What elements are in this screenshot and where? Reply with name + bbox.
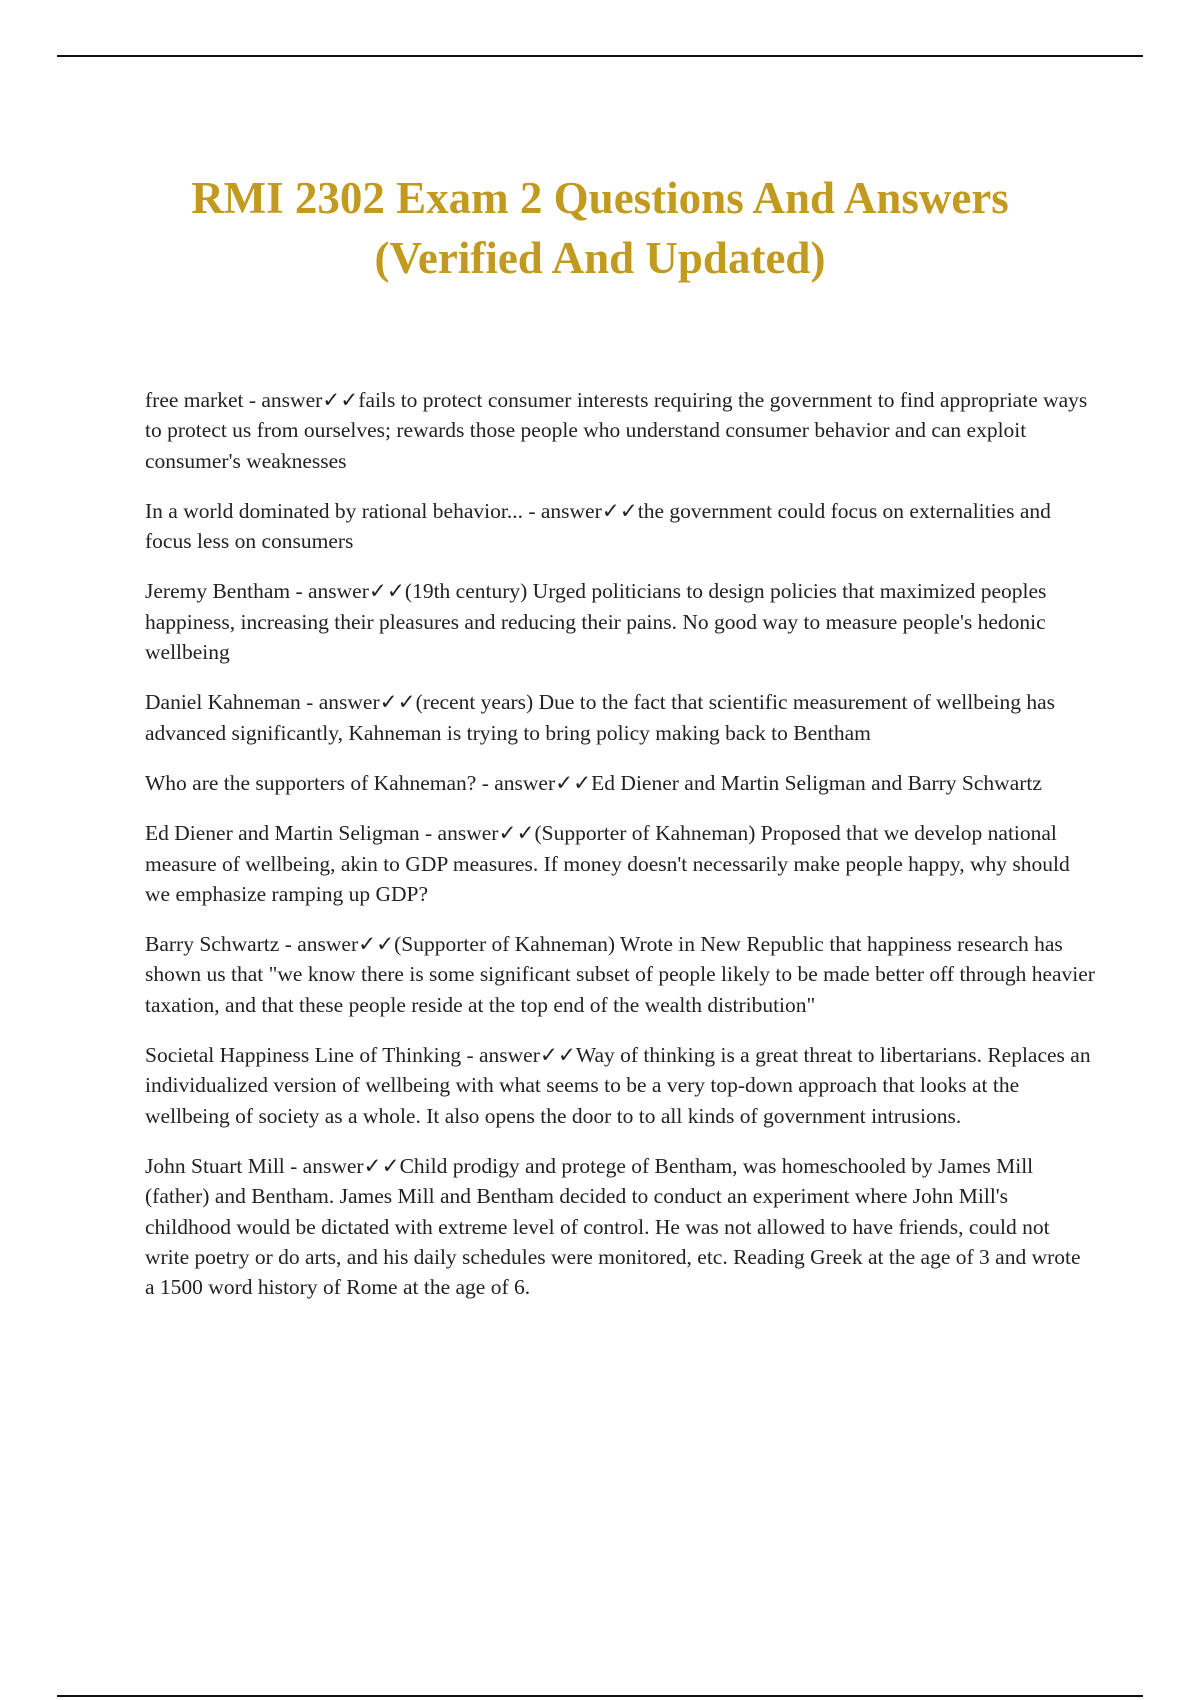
document-title <box>0 168 1200 288</box>
document-title-line-1: RMI 2302 Exam 2 Questions And Answers <box>191 173 1009 223</box>
qa-item-societal-happiness: Societal Happiness Line of Thinking - answer✓✓Way of thinking is a great threat to libertarians. Replaces an individualized version of wellbeing with what seems to be a very top-down approach that looks at the wellbeing of society as a whole. It also opens the door to to all kinds of government intrusions. <box>145 1043 1091 1128</box>
qa-item-diener-seligman: Ed Diener and Martin Seligman - answer✓✓(Supporter of Kahneman) Proposed that we develop national measure of wellbeing, akin to GDP measures. If money doesn't necessarily make people happy, why should we emphasize ramping up GDP? <box>145 821 1070 906</box>
qa-item-free-market: free market - answer✓✓fails to protect consumer interests requiring the government to find appropriate ways to protect us from ourselves; rewards those people who understand consumer behavior and can exploit consumer's weaknesses <box>145 388 1088 473</box>
qa-item-barry-schwartz: Barry Schwartz - answer✓✓(Supporter of Kahneman) Wrote in New Republic that happiness research has shown us that "we know there is some significant subset of people likely to be made better off through heavier taxation, and that these people reside at the top end of the wealth distribution" <box>145 932 1095 1017</box>
top-rule <box>57 55 1143 57</box>
qa-item-supporters-of-kahneman: Who are the supporters of Kahneman? - answer✓✓Ed Diener and Martin Seligman and Barry Schwartz <box>145 770 1042 795</box>
qa-item-john-stuart-mill: John Stuart Mill - answer✓✓Child prodigy and protege of Bentham, was homeschooled by James Mill (father) and Bentham. James Mill and Bentham decided to conduct an experiment where John Mill's childhood would be dictated with extreme level of control. He was not allowed to have friends, could not write poetry or do arts, and his daily schedules were monitored, etc. Reading Greek at the age of 3 and wrote a 1500 word history of Rome at the age of 6. <box>145 1153 1081 1300</box>
qa-list <box>145 385 1095 1322</box>
qa-item-jeremy-bentham: Jeremy Bentham - answer✓✓(19th century) Urged politicians to design policies that maximized peoples happiness, increasing their pleasures and reducing their pains. No good way to measure people's hedonic wellbeing <box>145 579 1047 665</box>
document-title-line-2: (Verified And Updated) <box>374 233 826 283</box>
qa-item-daniel-kahneman: Daniel Kahneman - answer✓✓(recent years) Due to the fact that scientific measurement of wellbeing has advanced significantly, Kahneman is trying to bring policy making back to Bentham <box>145 690 1055 745</box>
qa-item-rational-behavior: In a world dominated by rational behavior... - answer✓✓the government could focus on externalities and focus less on consumers <box>145 498 1051 554</box>
bottom-rule <box>57 1695 1143 1697</box>
